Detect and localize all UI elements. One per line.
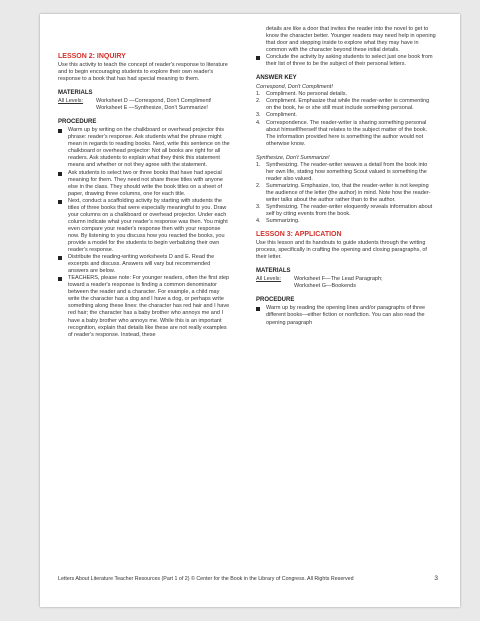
materials-item: Worksheet D —Correspond, Don't Compliment! (96, 98, 212, 105)
answer-item: 1. Synthesizing. The reader-writer weaves a detail from the book into her own life, stating how something Scout valued is something the reader also valued. (256, 161, 428, 182)
lesson3-materials-heading: MATERIALS (256, 268, 291, 275)
procedure-item: Conclude the activity by asking students to select just one book from their list of three to be the subject of their personal letters. (256, 54, 436, 68)
answer-item: 4. Correspondence. The reader-writer is sharing something personal about himself/herself that relates to the subject matter of the book. The information provided here is something the author would not otherwise know. (256, 119, 428, 147)
materials-item: Worksheet G—Bookends (294, 283, 356, 290)
lesson3-intro: Use this lesson and its handouts to guide students through the writing process, specifically in crafting the opening and closing paragraphs, of their letter. (256, 240, 427, 261)
lesson2-procedure-heading: PROCEDURE (58, 119, 97, 126)
procedure-item: Warm up by reading the opening lines and/or paragraphs of three different books—either fiction or nonfiction. You can also read the opening paragraph (256, 305, 436, 326)
answer-item: 2. Summarizing. Emphasize, too, that the reader-writer is not keeping the audience of the letter (the author) in mind. Note how the reader-writer talks about the author rather than to the author. (256, 182, 431, 203)
page-footer: Letters About Literature Teacher Resources (Part 1 of 2) © Center for the Book in the Library of Congress. All Rights Reserved (58, 576, 354, 582)
lesson3-procedure-heading: PROCEDURE (256, 297, 295, 304)
procedure-item: Distribute the reading-writing worksheets D and E. Read the excerpts and discuss. Answers will vary but recommended answers are below. (58, 254, 232, 275)
answer-item: 3. Synthesizing. The reader-writer eloquently reveals information about self by citing events from the book. (256, 204, 433, 218)
worksheet-e-answers (256, 162, 436, 225)
lesson3-procedure-list (256, 305, 436, 326)
document-page (40, 14, 460, 607)
lesson2-procedure-list (58, 127, 232, 338)
materials-item: Worksheet E —Synthesize, Don't Summarize! (96, 105, 208, 112)
procedure-item: TEACHERS, please note: For younger readers, often the first step toward a reader's response is finding a common denominator between the reader and a character. For example, a child may write the character has a dog and I have a dog, or perhaps write something along these lines: the character has red hair and I have red hair; the character has a baby brother who annoys me and I have a baby brother who annoys me. While this is an important recognition, explain that details like these are not really examples of reader's response. Instead, these (58, 275, 232, 338)
lesson3-title: LESSON 3: APPLICATION (256, 231, 342, 239)
lesson3-materials (256, 276, 436, 290)
answer-item: 1. Compliment. No personal details. (256, 91, 348, 98)
materials-item: Worksheet F—The Lead Paragraph; (294, 276, 383, 283)
lesson2-materials-heading: MATERIALS (58, 90, 93, 97)
worksheet-e-title: Synthesize, Don't Summarize! (256, 154, 330, 161)
lesson2-materials (58, 98, 232, 112)
lesson2-title: LESSON 2: INQUIRY (58, 53, 126, 60)
right-column (256, 26, 436, 327)
procedure-item: Warm up by writing on the chalkboard or overhead projector this phrase: reader's response. Ask students what the phrase might mean in regards to reading books. Next, write this sentence on the chalkboard or overhead projector: Not all books are right for all readers. Ask students to explain what they think this statement means and whether or not they agree with the statement. (58, 127, 232, 169)
worksheet-d-title: Correspond, Don't Compliment! (256, 84, 333, 91)
lesson2-intro: Use this activity to teach the concept of reader's response to literature and to begin encouraging students to explore their own reader's response to a book that has had special meaning to them. (58, 62, 228, 83)
conclude-list (256, 54, 436, 68)
worksheet-d-answers (256, 91, 436, 147)
procedure-item: Ask students to select two or three books that have had special meaning for them. They need not share these titles with anyone else in the class. They should write the book titles on a sheet of paper, drawing three columns, one for each title. (58, 170, 232, 198)
materials-label: All Levels: (256, 276, 282, 283)
answer-item: 4. Summarizing. (256, 218, 300, 225)
procedure-continuation: details are like a door that invites the reader into the novel to get to know the character better. Younger readers may need help in opening that door and stepping inside to explore what they may have in common with the character beyond these initial details. (266, 26, 436, 54)
procedure-item: Next, conduct a scaffolding activity by starting with students the titles of three books that were especially meaningful to you. Draw your columns on a chalkboard or overhead projector. Under each column indicate what your reader's response was then. You might even compare your reader's response then with your response now. By listening to you discuss how you reacted the books, you provide a model for the students to begin verbalizing their own reader's response. (58, 198, 232, 254)
answer-item: 2. Compliment. Emphasize that while the reader-writer is commenting on the book, he or she still must include something personal. (256, 98, 430, 112)
materials-label: All Levels: (58, 98, 84, 105)
left-column (58, 52, 232, 339)
answer-key-heading: ANSWER KEY (256, 75, 297, 82)
answer-item: 3. Compliment. (256, 112, 297, 119)
page-number: 3 (434, 575, 438, 582)
